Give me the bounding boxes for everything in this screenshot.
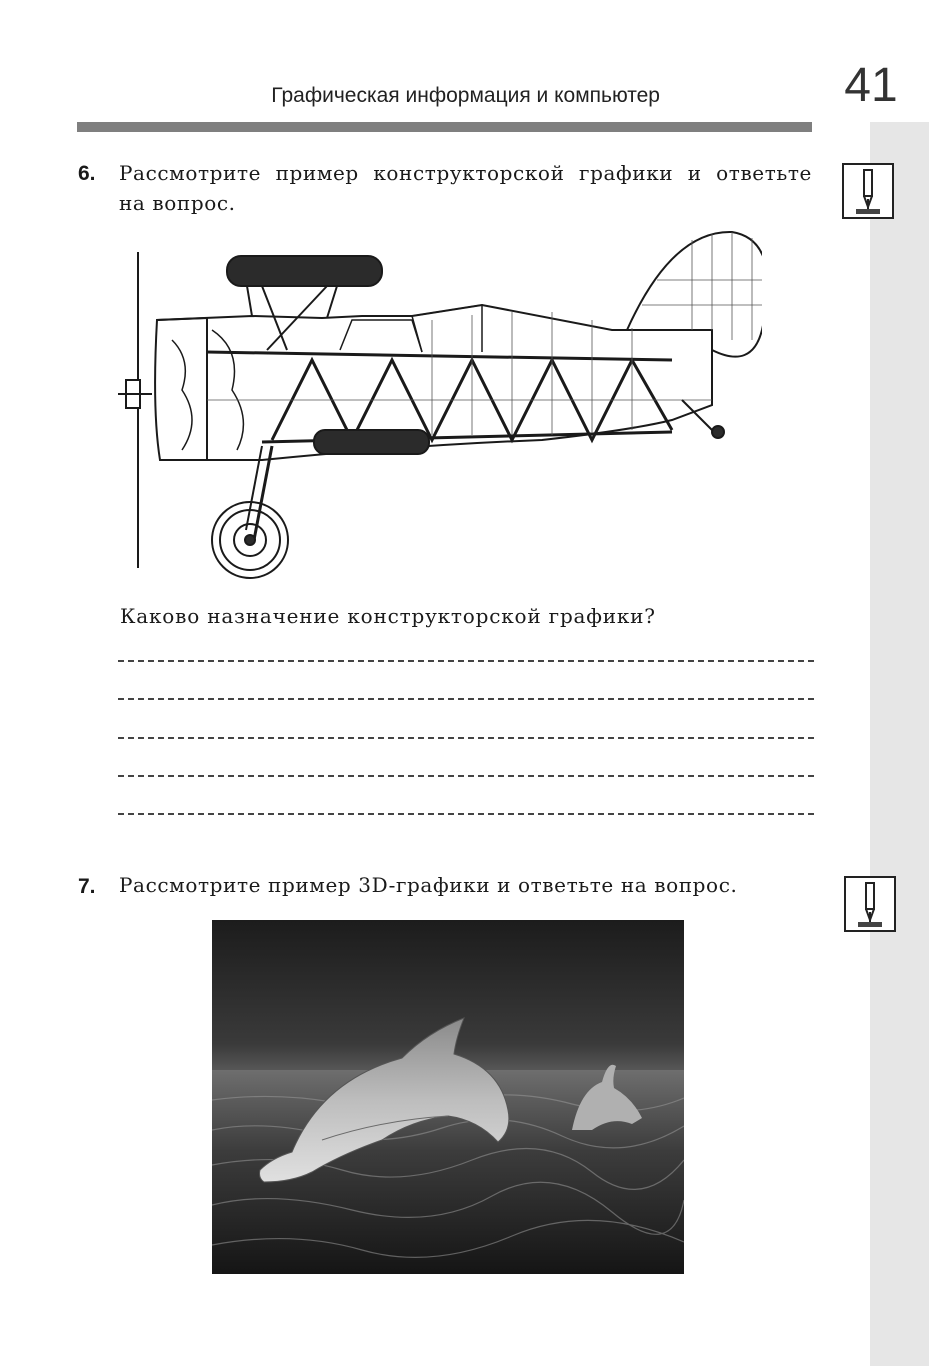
answer-line-4[interactable] [118, 775, 814, 777]
biplane-drawing [112, 220, 762, 590]
header-rule [77, 122, 812, 132]
task-6-question: Каково назначение конструкторской графики? [120, 604, 656, 628]
task-7-text: Рассмотрите пример 3D-графики и ответьте на вопрос. [119, 873, 738, 897]
answer-line-5[interactable] [118, 813, 814, 815]
answer-line-3[interactable] [118, 737, 814, 739]
margin-strip [870, 122, 929, 1366]
task-6-text [119, 158, 812, 218]
task-6-line-2: на вопрос. [119, 191, 236, 215]
dolphins-photo [212, 920, 684, 1274]
page-number: 41 [844, 59, 898, 112]
task-6-line-1: Рассмотрите пример конструкторской графики и ответьте [119, 161, 812, 185]
task-6-number: 6. [78, 162, 96, 185]
pen-in-box-icon [844, 876, 896, 932]
answer-line-2[interactable] [118, 698, 814, 700]
task-7-number: 7. [78, 875, 96, 898]
answer-line-1[interactable] [118, 660, 814, 662]
running-head: Графическая информация и компьютер [271, 84, 660, 107]
pen-in-box-icon [842, 163, 894, 219]
